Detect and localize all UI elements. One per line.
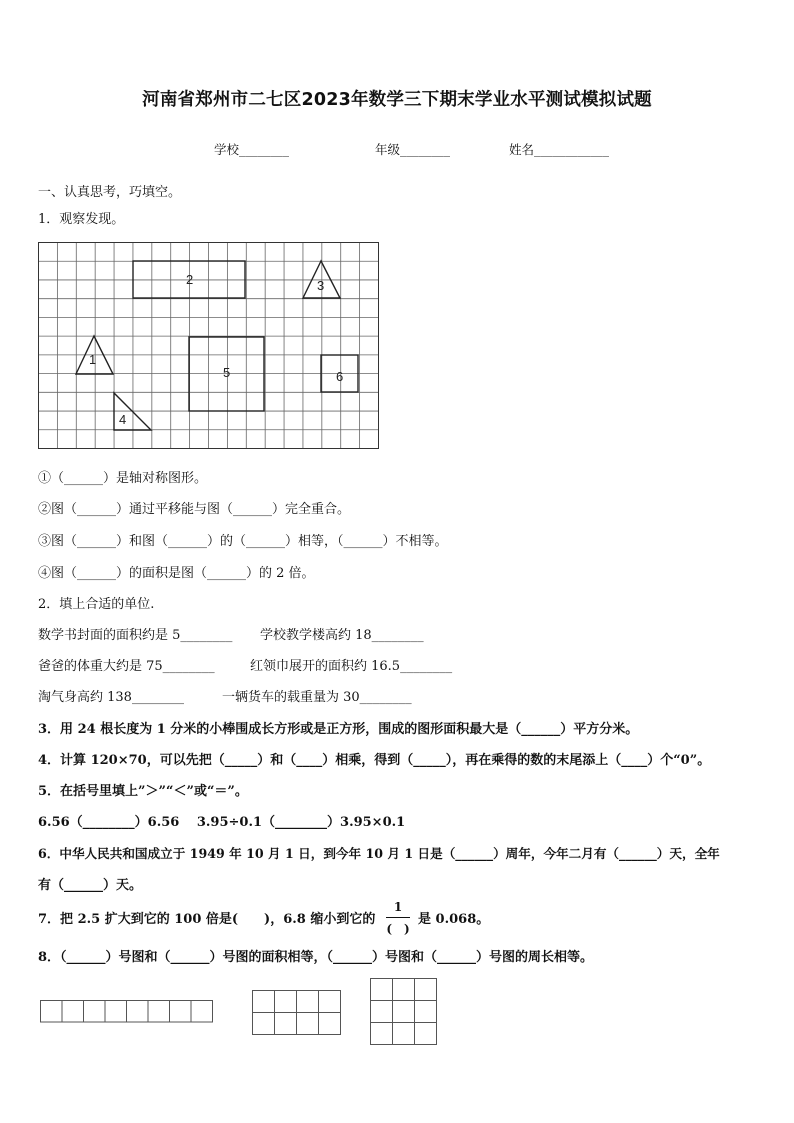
q7-fraction-denominator: ( )	[386, 922, 410, 936]
unit-square	[319, 1013, 341, 1035]
grade-field[interactable]: 年级________	[375, 142, 451, 157]
q1-item-1: ①（______）是轴对称图形。	[38, 471, 208, 486]
q2-row-1-left: 数学书封面的面积约是 5________	[38, 628, 233, 643]
figure-4-label: 4	[119, 412, 127, 427]
unit-square	[84, 1001, 106, 1023]
q7-text-before: 7．把 2.5 扩大到它的 100 倍是( )，6.8 缩小到它的	[38, 912, 376, 927]
unit-square	[393, 1023, 415, 1045]
q6-line-2: 有（______）天。	[38, 878, 143, 893]
q8-figure-2	[252, 990, 342, 1036]
section-heading: 一、认真思考，巧填空。	[38, 185, 182, 200]
q5-row: 6.56（________）6.56 3.95÷0.1（________）3.95×0.1	[38, 815, 406, 830]
figure-2-label: 2	[186, 272, 194, 287]
q2-row-3-left: 淘气身高约 138________	[38, 690, 184, 705]
grid-figure	[38, 242, 382, 452]
q2-row-3-right: 一辆货车的载重量为 30________	[222, 690, 412, 705]
unit-square	[105, 1001, 127, 1023]
unit-square	[62, 1001, 84, 1023]
unit-square	[253, 991, 275, 1013]
q6-line-1: 6．中华人民共和国成立于 1949 年 10 月 1 日，到今年 10 月 1 日是（______）周年，今年二月有（______）天，全年	[38, 846, 720, 861]
figure-1-label: 1	[89, 352, 97, 367]
q8-text: 8．（______）号图和（______）号图的面积相等，（______）号图和（______）号图的周长相等。	[38, 950, 594, 965]
q2-row-2-right: 红领巾展开的面积约 16.5________	[250, 659, 453, 674]
unit-square	[415, 979, 437, 1001]
q1-item-4: ④图（______）的面积是图（______）的 2 倍。	[38, 566, 315, 581]
figure-3-label: 3	[317, 278, 325, 293]
unit-square	[297, 991, 319, 1013]
unit-square	[253, 1013, 275, 1035]
unit-square	[393, 1001, 415, 1023]
school-field[interactable]: 学校________	[214, 142, 290, 157]
q3-text: 3．用 24 根长度为 1 分米的小棒围成长方形或是正方形，围成的图形面积最大是（______）平方分米。	[38, 722, 639, 737]
unit-square	[127, 1001, 149, 1023]
q5-heading: 5．在括号里填上”＞”“＜”或“＝”。	[38, 784, 248, 799]
q1-item-3: ③图（______）和图（______）的（______）相等，（______）不相等。	[38, 534, 448, 549]
q7-fraction-numerator: 1	[393, 900, 403, 914]
page-title: 河南省郑州市二七区2023年数学三下期末学业水平测试模拟试题	[142, 90, 652, 110]
q2-heading: 2．填上合适的单位.	[38, 597, 155, 612]
q4-text: 4．计算 120×70，可以先把（_____）和（____）相乘，得到（_____），再在乘得的数的末尾添上（____）个“0”。	[38, 753, 711, 768]
q1-item-2: ②图（______）通过平移能与图（______）完全重合。	[38, 502, 351, 517]
unit-square	[297, 1013, 319, 1035]
unit-square	[393, 979, 415, 1001]
q1-heading: 1．观察发现。	[38, 212, 125, 227]
unit-square	[319, 991, 341, 1013]
q2-row-1-right: 学校教学楼高约 18________	[260, 628, 424, 643]
figure-6-label: 6	[336, 369, 344, 384]
unit-square	[275, 1013, 297, 1035]
unit-square	[371, 1001, 393, 1023]
q2-row-2-left: 爸爸的体重大约是 75________	[38, 659, 215, 674]
unit-square	[415, 1001, 437, 1023]
q7-text-after: 是 0.068。	[418, 912, 490, 927]
unit-square	[415, 1023, 437, 1045]
name-field[interactable]: 姓名____________	[509, 142, 610, 157]
unit-square	[275, 991, 297, 1013]
q7-fraction-bar	[386, 917, 410, 918]
q8-figure-3	[370, 978, 438, 1046]
q8-figure-1	[40, 1000, 216, 1026]
unit-square	[41, 1001, 63, 1023]
unit-square	[148, 1001, 170, 1023]
unit-square	[170, 1001, 192, 1023]
unit-square	[371, 1023, 393, 1045]
figure-5-label: 5	[223, 365, 231, 380]
unit-square	[191, 1001, 213, 1023]
unit-square	[371, 979, 393, 1001]
